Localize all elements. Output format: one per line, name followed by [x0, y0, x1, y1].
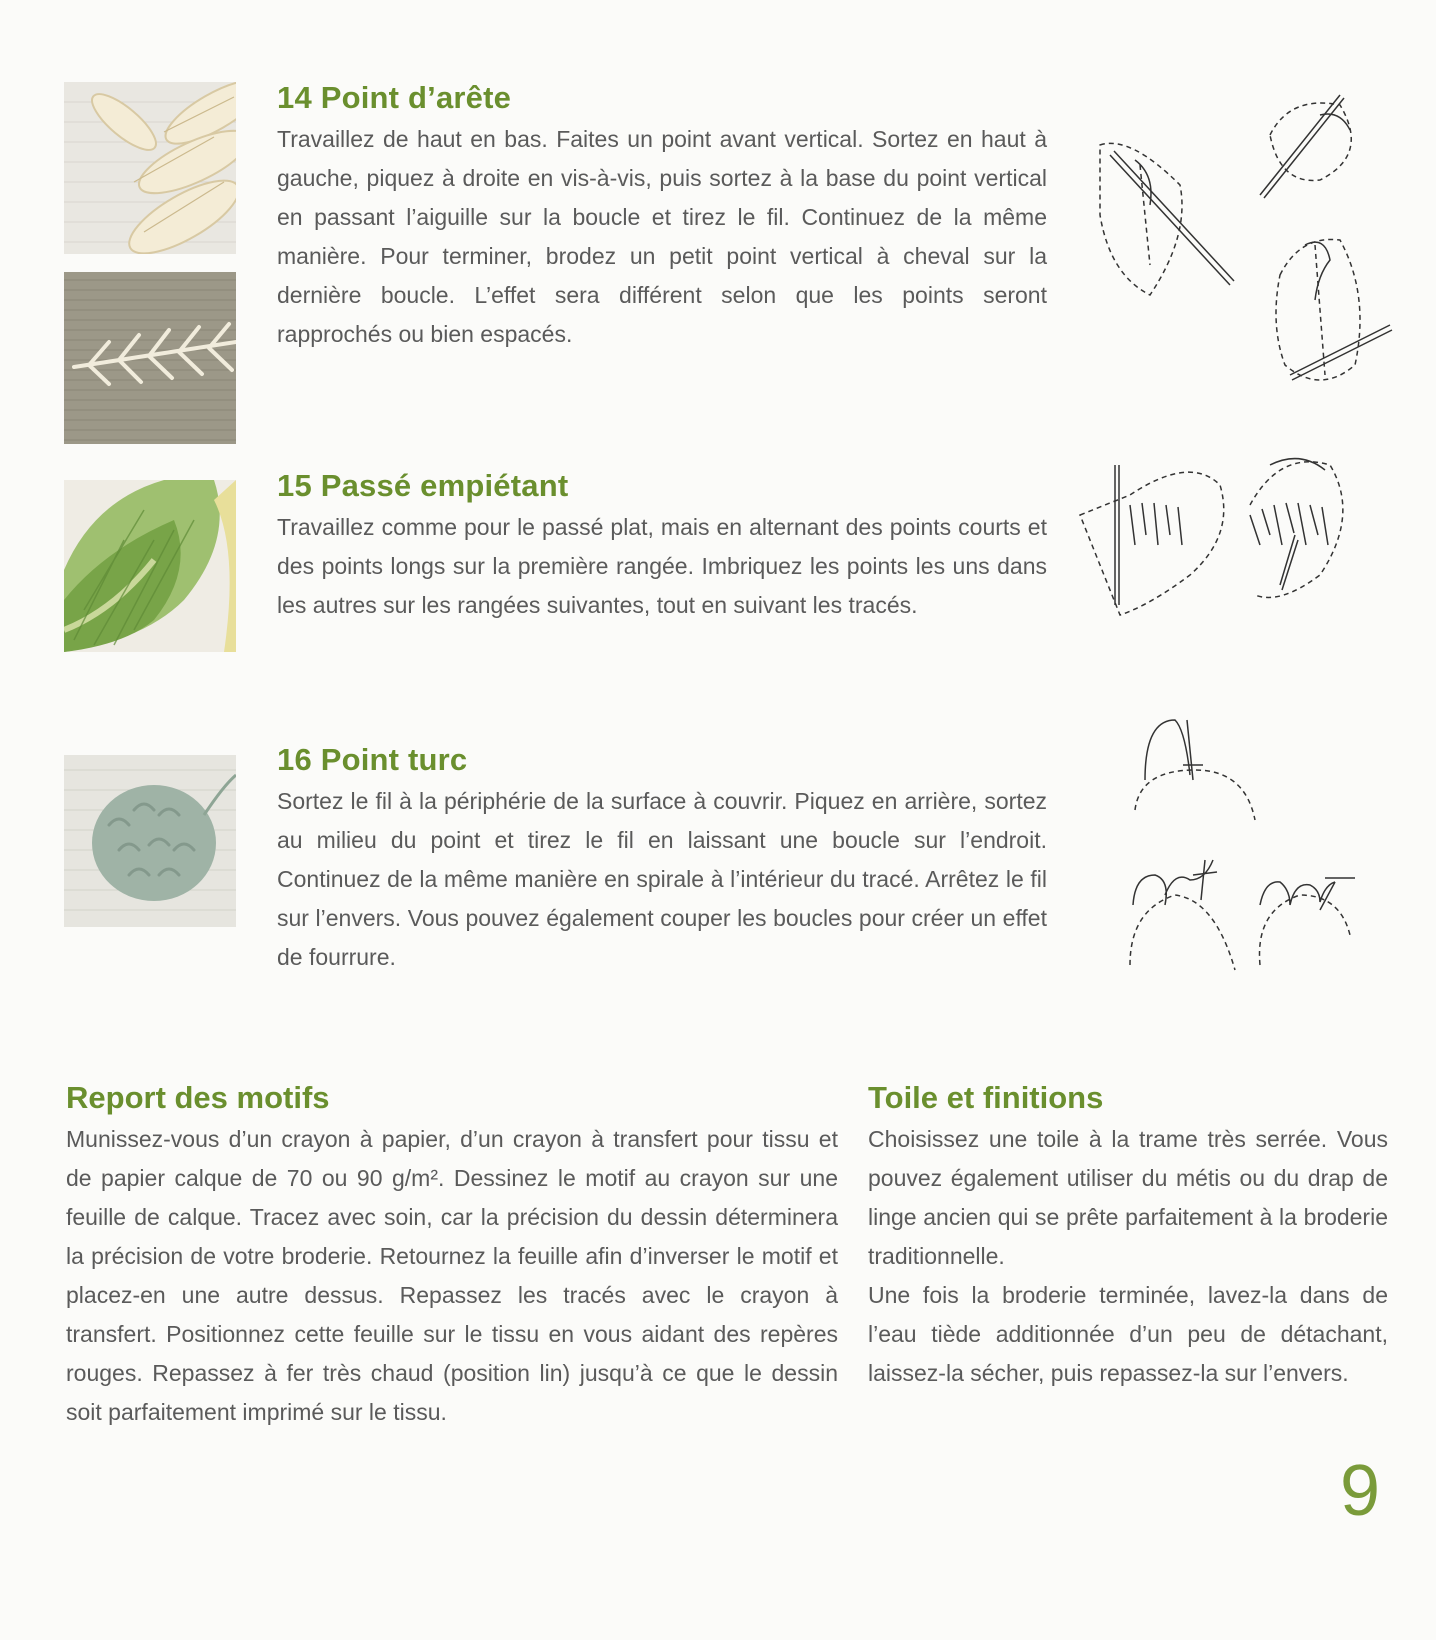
stitch-16-title: 16 Point turc [277, 742, 468, 777]
report-motifs-title: Report des motifs [66, 1080, 330, 1115]
toile-finitions-title: Toile et finitions [868, 1080, 1104, 1115]
toile-finitions-section [868, 1080, 1388, 1393]
photo-passe-empietant [64, 480, 236, 652]
stitch-14-section [277, 80, 1047, 354]
stitch-14-description: Travaillez de haut en bas. Faites un point avant vertical. Sortez en haut à gauche, piquez à droite en vis-à-vis, puis sortez à la base du point vertical en passant l’aiguille sur la boucle et tirez le fil. Continuez de la même manière. Pour terminer, brodez un petit point vertical à cheval sur la dernière boucle. L’effet sera différent selon que les points seront rapprochés ou bien espacés. [277, 126, 1047, 347]
stitch-16-section [277, 742, 1047, 977]
toile-finitions-paragraph-2: Une fois la broderie terminée, lavez-la dans de l’eau tiède additionnée d’un peu de détachant, laissez-la sécher, puis repassez-la sur l’envers. [868, 1282, 1388, 1386]
toile-finitions-paragraph-1: Choisissez une toile à la trame très serrée. Vous pouvez également utiliser du métis ou du drap de linge ancien qui se prête parfaitement à la broderie traditionnelle. [868, 1126, 1388, 1269]
stitch-15-description: Travaillez comme pour le passé plat, mais en alternant des points courts et des points longs sur la première rangée. Imbriquez les points les uns dans les autres sur les rangées suivantes, tout en suivant les tracés. [277, 514, 1047, 618]
stitch-16-description: Sortez le fil à la périphérie de la surface à couvrir. Piquez en arrière, sortez au milieu du point et tirez le fil en laissant une boucle sur l’endroit. Continuez de la même manière en spirale à l’intérieur du tracé. Arrêtez le fil sur l’envers. Vous pouvez également couper les boucles pour créer un effet de fourrure. [277, 788, 1047, 970]
photo-point-arete-detail [64, 82, 236, 254]
stitch-15-section [277, 468, 1047, 625]
page-number: 9 [1340, 1451, 1381, 1531]
report-motifs-text: Munissez-vous d’un crayon à papier, d’un crayon à transfert pour tissu et de papier calque de 70 ou 90 g/m². Dessinez le motif au crayon sur une feuille de calque. Tracez avec soin, car la précision du dessin déterminera la précision de votre broderie. Retournez la feuille afin d’inverser le motif et placez-en une autre dessus. Repassez les tracés avec le crayon à transfert. Positionnez cette feuille sur le tissu en vous aidant des repères rouges. Repassez à fer très chaud (position lin) jusqu’à ce que le dessin soit parfaitement imprimé sur le tissu. [66, 1126, 838, 1425]
diagram-point-arete [1090, 75, 1420, 415]
diagram-passe-empietant [1070, 445, 1400, 625]
report-motifs-section [66, 1080, 838, 1432]
stitch-14-title: 14 Point d’arête [277, 80, 512, 115]
stitch-15-title: 15 Passé empiétant [277, 468, 569, 503]
photo-point-arete-linen [64, 272, 236, 444]
photo-point-turc [64, 755, 236, 927]
diagram-point-turc [1125, 710, 1375, 980]
